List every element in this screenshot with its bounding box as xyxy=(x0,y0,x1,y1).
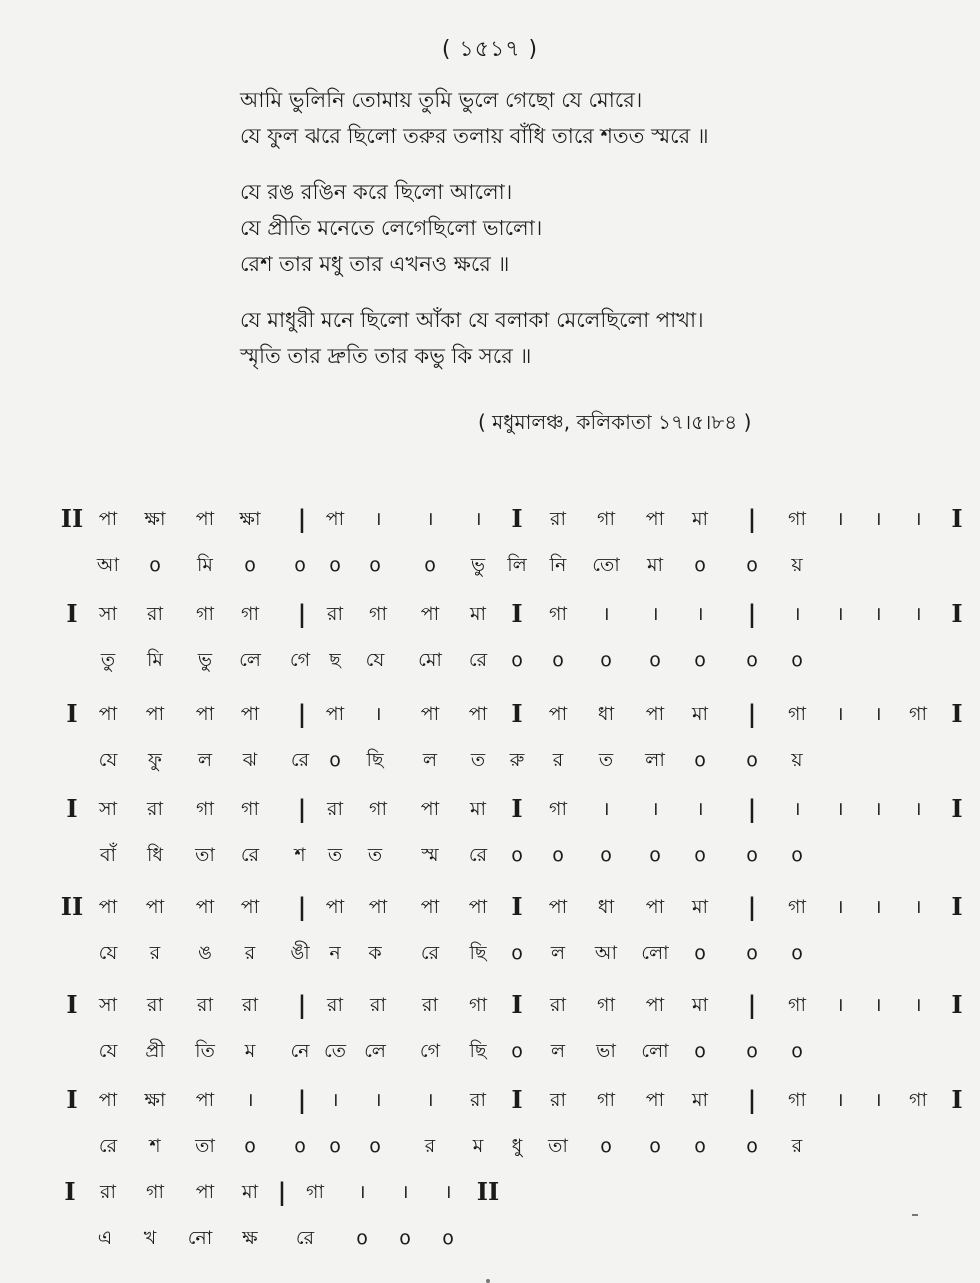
rest-syllable: ο xyxy=(552,844,564,866)
swara-note: গা xyxy=(788,1089,806,1111)
swara-note: গা xyxy=(788,508,806,530)
swara-note: পা xyxy=(645,1089,665,1111)
swara-note: রা xyxy=(197,994,213,1016)
lyric-syllable: মি xyxy=(147,649,163,671)
swara-note: পা xyxy=(368,896,388,918)
swara-note: রা xyxy=(370,994,386,1016)
swara-note: গা xyxy=(549,603,567,625)
swara-note: পা xyxy=(195,703,215,725)
rest-syllable: ο xyxy=(511,844,523,866)
swara-note: রা xyxy=(327,798,343,820)
swara-note: গা xyxy=(788,703,806,725)
rest-syllable: ο xyxy=(746,1135,758,1157)
swara-note: গা xyxy=(597,508,615,530)
rest-syllable: ο xyxy=(746,554,758,576)
rest-syllable: ο xyxy=(369,554,381,576)
section-marker: I xyxy=(511,990,523,1019)
lyric-syllable: শ xyxy=(149,1135,161,1157)
swara-note: মা xyxy=(469,603,487,625)
swara-note: মা xyxy=(691,1089,709,1111)
lyric-syllable: ছ xyxy=(329,649,341,671)
hold-mark: । xyxy=(696,798,704,820)
lyric-syllable: ঝ xyxy=(242,749,258,771)
lyric-syllable: ক xyxy=(368,942,382,964)
lyric-line: যে ফুল ঝরে ছিলো তরুর তলায় বাঁধি তারে শতত স্মরে ॥ xyxy=(240,124,709,148)
swara-note: মা xyxy=(691,508,709,530)
hold-mark: । xyxy=(651,603,659,625)
rest-syllable: ο xyxy=(552,649,564,671)
lyric-syllable: যে xyxy=(365,649,385,671)
section-marker: I xyxy=(511,599,523,628)
lyric-syllable: মো xyxy=(418,649,442,671)
lyric-syllable: ম xyxy=(244,1040,256,1062)
hold-mark: । xyxy=(602,798,610,820)
swara-note: গা xyxy=(146,1181,164,1203)
swara-note: পা xyxy=(195,896,215,918)
lyric-syllable: রে xyxy=(468,844,488,866)
hold-mark: । xyxy=(874,896,882,918)
swara-note: রা xyxy=(550,1089,566,1111)
hold-mark: । xyxy=(401,1181,409,1203)
swara-note: পা xyxy=(145,703,165,725)
rest-syllable: ο xyxy=(511,649,523,671)
lyric-syllable: ত xyxy=(470,749,486,771)
lyric-syllable: ঙী xyxy=(290,942,310,964)
hold-mark: । xyxy=(914,896,922,918)
bar-line: | xyxy=(747,599,757,628)
swara-note: গা xyxy=(909,1089,927,1111)
lyric-syllable: শ xyxy=(294,844,306,866)
swara-note: পা xyxy=(645,896,665,918)
rest-syllable: ο xyxy=(600,1135,612,1157)
rest-syllable: ο xyxy=(600,649,612,671)
rest-syllable: ο xyxy=(694,1040,706,1062)
lyric-syllable: ধু xyxy=(511,1135,523,1157)
lyric-syllable: র xyxy=(149,942,161,964)
lyric-syllable: লো xyxy=(641,1040,669,1062)
swara-note: গা xyxy=(369,603,387,625)
lyric-line: রেশ তার মধু তার এখনও ক্ষরে ॥ xyxy=(240,252,510,276)
swara-note: পা xyxy=(645,508,665,530)
section-marker: II xyxy=(60,504,84,533)
hold-mark: । xyxy=(874,508,882,530)
hold-mark: । xyxy=(836,508,844,530)
lyric-syllable: র xyxy=(552,749,564,771)
lyric-syllable: র xyxy=(424,1135,436,1157)
rest-syllable: ο xyxy=(791,942,803,964)
hold-mark: । xyxy=(374,508,382,530)
lyric-syllable: মি xyxy=(197,554,213,576)
swara-note: পা xyxy=(98,1089,118,1111)
hold-mark: । xyxy=(836,798,844,820)
swara-note: মা xyxy=(241,1181,259,1203)
swara-note: পা xyxy=(195,1181,215,1203)
section-marker: I xyxy=(64,1177,76,1206)
swara-note: গা xyxy=(369,798,387,820)
rest-syllable: ο xyxy=(746,649,758,671)
section-marker: I xyxy=(951,599,963,628)
section-marker: I xyxy=(66,794,78,823)
lyric-syllable: ম xyxy=(472,1135,484,1157)
rest-syllable: ο xyxy=(746,1040,758,1062)
lyric-syllable: ত xyxy=(598,749,614,771)
rest-syllable: ο xyxy=(442,1227,454,1249)
section-marker: I xyxy=(511,1085,523,1114)
lyric-syllable: ছি xyxy=(469,1040,487,1062)
hold-mark: । xyxy=(836,1089,844,1111)
rest-syllable: ο xyxy=(694,942,706,964)
lyric-syllable: রে xyxy=(240,844,260,866)
hold-mark: । xyxy=(874,994,882,1016)
rest-syllable: ο xyxy=(424,554,436,576)
bar-line: | xyxy=(747,504,757,533)
rest-syllable: ο xyxy=(244,554,256,576)
hold-mark: । xyxy=(914,798,922,820)
swara-note: সা xyxy=(98,798,118,820)
swara-note: ধা xyxy=(597,896,615,918)
swara-note: পা xyxy=(195,1089,215,1111)
rest-syllable: ο xyxy=(511,1040,523,1062)
swara-note: গা xyxy=(196,798,214,820)
hold-mark: । xyxy=(331,1089,339,1111)
swara-note: পা xyxy=(548,896,568,918)
hold-mark: । xyxy=(874,1089,882,1111)
swara-note: পা xyxy=(420,603,440,625)
lyric-syllable: ভা xyxy=(596,1040,616,1062)
swara-note: রা xyxy=(550,508,566,530)
rest-syllable: ο xyxy=(149,554,161,576)
bar-line: | xyxy=(297,1085,307,1114)
lyric-syllable: নে xyxy=(290,1040,310,1062)
lyric-syllable: স্ম xyxy=(421,844,439,866)
swara-note: ধা xyxy=(597,703,615,725)
swara-note: পা xyxy=(240,896,260,918)
section-marker: I xyxy=(951,794,963,823)
lyric-syllable: লে xyxy=(364,1040,386,1062)
section-marker: I xyxy=(66,599,78,628)
bar-line: | xyxy=(297,892,307,921)
lyric-syllable: ন xyxy=(329,942,341,964)
swara-note: পা xyxy=(420,798,440,820)
swara-note: পা xyxy=(325,896,345,918)
lyric-syllable: রে xyxy=(468,649,488,671)
hold-mark: । xyxy=(836,603,844,625)
hold-mark: । xyxy=(374,1089,382,1111)
section-marker: I xyxy=(511,794,523,823)
section-marker: I xyxy=(511,892,523,921)
rest-syllable: ο xyxy=(399,1227,411,1249)
rest-syllable: ο xyxy=(791,649,803,671)
lyric-syllable: ক্ষ xyxy=(242,1227,258,1249)
section-marker: I xyxy=(511,504,523,533)
rest-syllable: ο xyxy=(694,844,706,866)
section-marker: I xyxy=(951,699,963,728)
swara-note: গা xyxy=(549,798,567,820)
lyric-syllable: ত xyxy=(327,844,343,866)
lyric-syllable: য় xyxy=(791,554,803,576)
hold-mark: । xyxy=(696,603,704,625)
lyric-syllable: তা xyxy=(195,844,215,866)
ink-speck xyxy=(486,1279,490,1283)
lyric-syllable: ঙ xyxy=(198,942,212,964)
lyric-syllable: লা xyxy=(645,749,665,771)
rest-syllable: ο xyxy=(791,1040,803,1062)
lyric-syllable: লে xyxy=(239,649,261,671)
swara-note: পা xyxy=(468,703,488,725)
section-marker: I xyxy=(951,504,963,533)
page-number: ( ১৫১৭ ) xyxy=(441,37,539,62)
hold-mark: । xyxy=(474,508,482,530)
swara-note: পা xyxy=(98,896,118,918)
lyric-syllable: আ xyxy=(96,554,120,576)
swara-note: পা xyxy=(145,896,165,918)
hold-mark: । xyxy=(874,603,882,625)
lyric-syllable: প্রী xyxy=(145,1040,165,1062)
rest-syllable: ο xyxy=(511,942,523,964)
swara-note: ক্ষা xyxy=(144,1089,166,1111)
swara-note: মা xyxy=(691,896,709,918)
hold-mark: । xyxy=(358,1181,366,1203)
hold-mark: । xyxy=(374,703,382,725)
lyric-syllable: তি xyxy=(195,1040,215,1062)
lyric-syllable: রু xyxy=(509,749,525,771)
swara-note: রা xyxy=(550,994,566,1016)
lyric-line: আমি ভুলিনি তোমায় তুমি ভুলে গেছো যে মোরে। xyxy=(240,88,643,112)
lyric-syllable: র xyxy=(791,1135,803,1157)
hold-mark: । xyxy=(874,703,882,725)
lyric-syllable: যে xyxy=(98,1040,118,1062)
lyric-syllable: ল xyxy=(197,749,213,771)
hold-mark: । xyxy=(793,603,801,625)
bar-line: | xyxy=(297,794,307,823)
rest-syllable: ο xyxy=(649,844,661,866)
lyric-syllable: এ xyxy=(97,1227,113,1249)
lyric-syllable: ল xyxy=(550,942,566,964)
bar-line: | xyxy=(297,599,307,628)
bar-line: | xyxy=(747,794,757,823)
bar-line: | xyxy=(297,990,307,1019)
lyric-syllable: য় xyxy=(791,749,803,771)
swara-note: রা xyxy=(147,994,163,1016)
rest-syllable: ο xyxy=(244,1135,256,1157)
lyric-syllable: ফু xyxy=(148,749,162,771)
hold-mark: । xyxy=(602,603,610,625)
lyric-syllable: ল xyxy=(422,749,438,771)
swara-note: পা xyxy=(548,703,568,725)
hold-mark: । xyxy=(914,508,922,530)
swara-note: গা xyxy=(306,1181,324,1203)
section-marker: I xyxy=(951,1085,963,1114)
lyric-syllable: তে xyxy=(324,1040,346,1062)
section-marker: II xyxy=(60,892,84,921)
hold-mark: । xyxy=(426,508,434,530)
rest-syllable: ο xyxy=(694,749,706,771)
hold-mark: । xyxy=(426,1089,434,1111)
source-citation: ( মধুমালঞ্চ, কলিকাতা ১৭।৫।৮৪ ) xyxy=(478,410,752,434)
hold-mark: । xyxy=(444,1181,452,1203)
swara-note: রা xyxy=(147,798,163,820)
swara-note: রা xyxy=(422,994,438,1016)
lyric-syllable: আ xyxy=(594,942,618,964)
rest-syllable: ο xyxy=(694,554,706,576)
lyric-syllable: ভু xyxy=(197,649,213,671)
bar-line: | xyxy=(277,1177,287,1206)
swara-note: গা xyxy=(909,703,927,725)
lyric-syllable: নো xyxy=(187,1227,213,1249)
hold-mark: । xyxy=(874,798,882,820)
swara-note: গা xyxy=(788,896,806,918)
lyric-syllable: যে xyxy=(98,749,118,771)
swara-note: রা xyxy=(242,994,258,1016)
rest-syllable: ο xyxy=(791,844,803,866)
lyric-syllable: রে xyxy=(295,1227,315,1249)
rest-syllable: ο xyxy=(294,554,306,576)
lyric-syllable: তা xyxy=(195,1135,215,1157)
rest-syllable: ο xyxy=(369,1135,381,1157)
rest-syllable: ο xyxy=(329,554,341,576)
rest-syllable: ο xyxy=(356,1227,368,1249)
swara-note: গা xyxy=(241,798,259,820)
swara-note: ক্ষা xyxy=(144,508,166,530)
swara-note: পা xyxy=(325,703,345,725)
lyric-syllable: রে xyxy=(98,1135,118,1157)
lyric-syllable: রে xyxy=(420,942,440,964)
lyric-syllable: ভু xyxy=(470,554,486,576)
swara-note: গা xyxy=(788,994,806,1016)
bar-line: | xyxy=(747,892,757,921)
lyric-syllable: ত xyxy=(367,844,383,866)
bar-line: | xyxy=(297,699,307,728)
section-marker: I xyxy=(66,1085,78,1114)
swara-note: মা xyxy=(691,703,709,725)
lyric-syllable: র xyxy=(244,942,256,964)
rest-syllable: ο xyxy=(600,844,612,866)
rest-syllable: ο xyxy=(746,942,758,964)
bar-line: | xyxy=(747,990,757,1019)
lyric-syllable: তু xyxy=(100,649,116,671)
swara-note: পা xyxy=(98,508,118,530)
swara-note: গা xyxy=(597,1089,615,1111)
swara-note: পা xyxy=(98,703,118,725)
rest-syllable: ο xyxy=(694,1135,706,1157)
rest-syllable: ο xyxy=(649,649,661,671)
hold-mark: । xyxy=(914,603,922,625)
swara-note: সা xyxy=(98,603,118,625)
hold-mark: । xyxy=(793,798,801,820)
rest-syllable: ο xyxy=(294,1135,306,1157)
rest-syllable: ο xyxy=(746,844,758,866)
ink-speck xyxy=(912,1214,918,1216)
swara-note: পা xyxy=(420,896,440,918)
section-marker: I xyxy=(511,699,523,728)
swara-note: গা xyxy=(597,994,615,1016)
swara-note: পা xyxy=(420,703,440,725)
rest-syllable: ο xyxy=(329,1135,341,1157)
hold-mark: । xyxy=(836,703,844,725)
lyric-line: যে মাধুরী মনে ছিলো আঁকা যে বলাকা মেলেছিলো পাখা। xyxy=(240,308,704,332)
lyric-syllable: তা xyxy=(548,1135,568,1157)
swara-note: পা xyxy=(645,994,665,1016)
swara-note: সা xyxy=(98,994,118,1016)
swara-note: রা xyxy=(100,1181,116,1203)
lyric-syllable: নি xyxy=(549,554,567,576)
swara-note: গা xyxy=(241,603,259,625)
section-marker: I xyxy=(951,990,963,1019)
section-marker: I xyxy=(951,892,963,921)
hold-mark: । xyxy=(836,896,844,918)
swara-note: পা xyxy=(240,703,260,725)
lyric-syllable: লো xyxy=(641,942,669,964)
lyric-line: যে রঙ রঙিন করে ছিলো আলো। xyxy=(240,180,513,204)
bar-line: | xyxy=(747,699,757,728)
lyric-syllable: মা xyxy=(646,554,664,576)
swara-note: মা xyxy=(469,798,487,820)
lyric-syllable: ধি xyxy=(146,844,164,866)
lyric-syllable: ল xyxy=(550,1040,566,1062)
lyric-line: যে প্রীতি মনেতে লেগেছিলো ভালো। xyxy=(240,216,543,240)
swara-note: পা xyxy=(195,508,215,530)
hold-mark: । xyxy=(651,798,659,820)
rest-syllable: ο xyxy=(329,749,341,771)
lyric-syllable: ছি xyxy=(366,749,384,771)
section-marker: I xyxy=(66,699,78,728)
rest-syllable: ο xyxy=(649,1135,661,1157)
swara-note: পা xyxy=(325,508,345,530)
lyric-syllable: রে xyxy=(290,749,310,771)
swara-note: রা xyxy=(147,603,163,625)
swara-note: পা xyxy=(645,703,665,725)
hold-mark: । xyxy=(836,994,844,1016)
lyric-syllable: লি xyxy=(507,554,527,576)
bar-line: | xyxy=(747,1085,757,1114)
hold-mark: । xyxy=(246,1089,254,1111)
rest-syllable: ο xyxy=(694,649,706,671)
lyric-syllable: যে xyxy=(98,942,118,964)
swara-note: রা xyxy=(470,1089,486,1111)
lyric-syllable: তো xyxy=(592,554,620,576)
section-marker: II xyxy=(476,1177,500,1206)
swara-note: ক্ষা xyxy=(239,508,261,530)
lyric-syllable: বাঁ xyxy=(99,844,117,866)
lyric-syllable: গে xyxy=(289,649,311,671)
rest-syllable: ο xyxy=(746,749,758,771)
swara-note: গা xyxy=(196,603,214,625)
swara-note: পা xyxy=(468,896,488,918)
swara-note: গা xyxy=(469,994,487,1016)
swara-note: রা xyxy=(327,603,343,625)
bar-line: | xyxy=(297,504,307,533)
section-marker: I xyxy=(66,990,78,1019)
swara-note: মা xyxy=(691,994,709,1016)
swara-note: রা xyxy=(327,994,343,1016)
lyric-line: স্মৃতি তার দ্রুতি তার কভু কি সরে ॥ xyxy=(240,344,532,368)
hold-mark: । xyxy=(914,994,922,1016)
lyric-syllable: খ xyxy=(143,1227,157,1249)
lyric-syllable: ছি xyxy=(469,942,487,964)
lyric-syllable: গে xyxy=(419,1040,441,1062)
